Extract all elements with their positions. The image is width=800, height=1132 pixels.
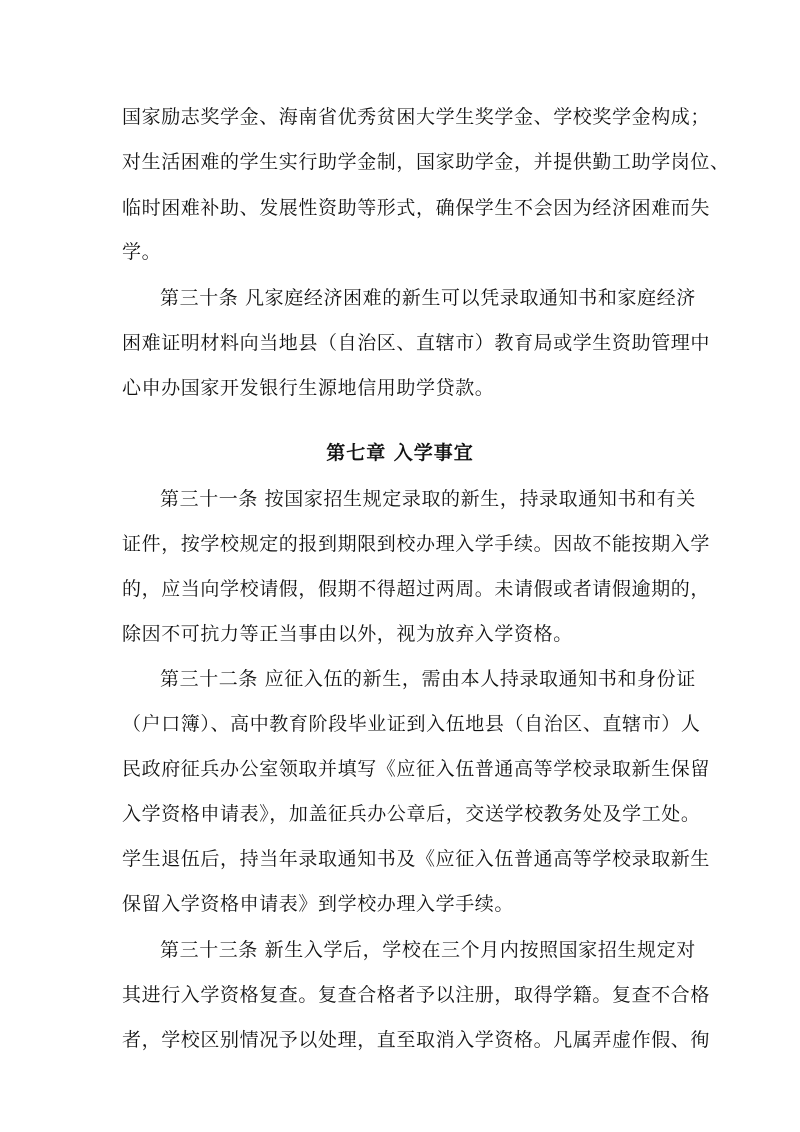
article-32-line: （户口簿）、高中教育阶段毕业证到入伍地县（自治区、直辖市）人 xyxy=(122,713,701,735)
article-30-line: 心申办国家开发银行生源地信用助学贷款。 xyxy=(122,377,495,399)
paragraph-line: 对生活困难的学生实行助学金制，国家助学金，并提供勤工助学岗位、 xyxy=(122,151,730,173)
article-32-line: 第三十二条 应征入伍的新生，需由本人持录取通知书和身份证 xyxy=(160,668,696,690)
article-33-line: 第三十三条 新生入学后，学校在三个月内按照国家招生规定对 xyxy=(160,939,696,961)
article-32-line: 学生退伍后，持当年录取通知书及《应征入伍普通高等学校录取新生 xyxy=(122,848,711,870)
article-31-line: 第三十一条 按国家招生规定录取的新生，持录取通知书和有关 xyxy=(160,488,696,510)
article-30-line: 第三十条 凡家庭经济困难的新生可以凭录取通知书和家庭经济 xyxy=(160,287,696,309)
article-32-line: 民政府征兵办公室领取并填写《应征入伍普通高等学校录取新生保留 xyxy=(122,758,711,780)
article-30-line: 困难证明材料向当地县（自治区、直辖市）教育局或学生资助管理中 xyxy=(122,332,711,354)
article-32-line: 入学资格申请表》，加盖征兵办公章后，交送学校教务处及学工处。 xyxy=(122,803,701,825)
paragraph-line: 国家励志奖学金、海南省优秀贫困大学生奖学金、学校奖学金构成； xyxy=(122,106,711,128)
article-31-line: 除因不可抗力等正当事由以外，视为放弃入学资格。 xyxy=(122,623,573,645)
paragraph-line: 学。 xyxy=(122,241,162,263)
article-32-line: 保留入学资格申请表》到学校办理入学手续。 xyxy=(122,893,515,915)
chapter-heading: 第七章 入学事宜 xyxy=(326,442,474,464)
article-33-line: 其进行入学资格复查。复查合格者予以注册，取得学籍。复查不合格 xyxy=(122,984,711,1006)
paragraph-line: 临时困难补助、发展性资助等形式，确保学生不会因为经济困难而失 xyxy=(122,197,711,219)
article-31-line: 证件，按学校规定的报到期限到校办理入学手续。因故不能按期入学 xyxy=(122,533,711,555)
article-31-line: 的，应当向学校请假，假期不得超过两周。未请假或者请假逾期的， xyxy=(122,578,711,600)
article-33-line: 者，学校区别情况予以处理，直至取消入学资格。凡属弄虚作假、徇 xyxy=(122,1029,711,1051)
